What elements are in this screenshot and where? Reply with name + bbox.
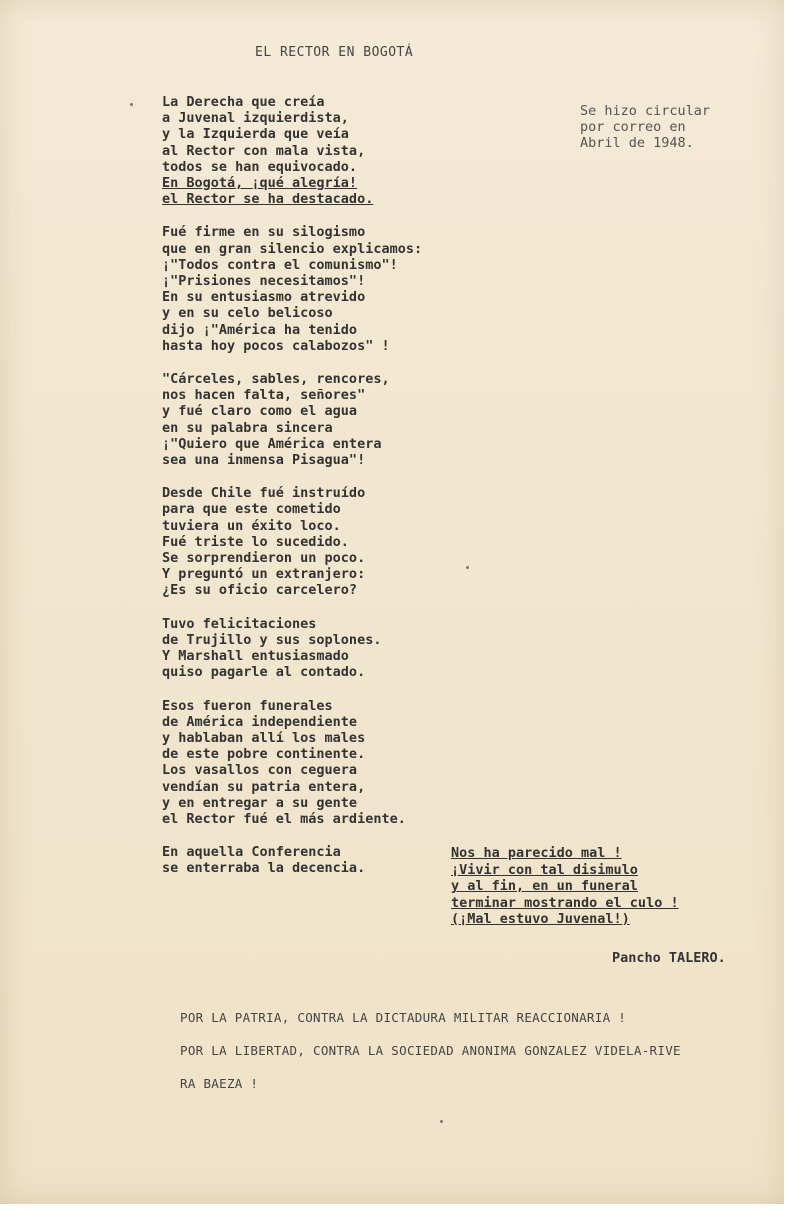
document-title: EL RECTOR EN BOGOTÁ <box>255 45 414 60</box>
poem-line: tuviera un éxito loco. <box>162 517 341 534</box>
page-edge <box>784 0 800 1212</box>
stanza-5 <box>162 616 422 681</box>
poem-line: ¿Es su oficio carcelero? <box>162 582 358 599</box>
poem-line: de Trujillo y sus soplones. <box>162 631 382 648</box>
coda-line: (¡Mal estuvo Juvenal!) <box>451 911 630 927</box>
coda-line: ¡Vivir con tal disimulo <box>451 861 638 878</box>
poem-line: y en su celo belicoso <box>162 305 333 322</box>
poem-line: quiso pagarle al contado. <box>162 664 366 681</box>
poem-line: ¡"Todos contra el comunismo"! <box>162 256 398 273</box>
side-note-line: Se hizo circular <box>580 103 711 119</box>
poem-line: el Rector fué el más ardiente. <box>162 810 406 827</box>
stanza-3 <box>162 371 422 468</box>
poem-line-underlined: En Bogotá, ¡qué alegría! <box>162 175 358 192</box>
slogan-line: RA BAEZA ! <box>180 1076 259 1091</box>
stanza-1 <box>162 94 422 207</box>
poem-line: Tuvo felicitaciones <box>162 615 317 632</box>
poem-line: "Cárceles, sables, rencores, <box>162 371 390 388</box>
poem-line: y la Izquierda que veía <box>162 126 349 143</box>
stanza-7 <box>162 844 422 876</box>
poem-line: ¡"Prisiones necesitamos"! <box>162 273 366 290</box>
paper-speck <box>440 1120 443 1123</box>
poem-line: a Juvenal izquierdista, <box>162 110 349 127</box>
poem-line: La Derecha que creía <box>162 94 325 110</box>
stanza-2 <box>162 224 422 354</box>
poem-line: de este pobre continente. <box>162 746 366 763</box>
slogans <box>180 1001 681 1100</box>
poem-line: Fué firme en su silogismo <box>162 224 366 241</box>
coda-line: terminar mostrando el culo ! <box>451 894 679 911</box>
poem-line: al Rector con mala vista, <box>162 142 366 159</box>
paper-speck <box>466 566 469 569</box>
poem-line: y hablaban allí los males <box>162 729 366 746</box>
poem-line: dijo ¡"América ha tenido <box>162 321 358 338</box>
poem-line: Fué triste lo sucedido. <box>162 533 349 550</box>
side-note-line: Abril de 1948. <box>580 135 694 151</box>
poem-line-underlined: el Rector se ha destacado. <box>162 191 374 208</box>
poem-line: En aquella Conferencia <box>162 844 341 861</box>
side-note <box>580 103 710 151</box>
poem-line: todos se han equivocado. <box>162 158 358 175</box>
coda-line: y al fin, en un funeral <box>451 878 638 894</box>
poem-line: vendían su patria entera, <box>162 778 366 795</box>
poem-line: Y preguntó un extranjero: <box>162 566 366 583</box>
slogan-line: POR LA PATRIA, CONTRA LA DICTADURA MILITAR REACCIONARIA ! <box>180 1010 627 1025</box>
poem-line: para que este cometido <box>162 501 341 518</box>
poem-line: y en entregar a su gente <box>162 794 358 811</box>
paper-speck <box>130 103 133 106</box>
slogan-line: POR LA LIBERTAD, CONTRA LA SOCIEDAD ANONIMA GONZALEZ VIDELA-RIVE <box>180 1043 681 1058</box>
poem-line: en su palabra sincera <box>162 419 333 436</box>
signature: Pancho TALERO. <box>612 950 726 966</box>
poem-line: hasta hoy pocos calabozos" ! <box>162 337 390 354</box>
poem-line: de América independiente <box>162 713 358 730</box>
coda-line: Nos ha parecido mal ! <box>451 845 622 861</box>
coda-verse <box>451 845 679 928</box>
poem-line: ¡"Quiero que América entera <box>162 435 382 452</box>
poem-line: Y Marshall entusiasmado <box>162 648 349 665</box>
poem-line: Desde Chile fué instruído <box>162 485 366 502</box>
side-note-line: por correo en <box>580 119 686 135</box>
poem-line: Se sorprendieron un poco. <box>162 550 366 567</box>
poem-line: Esos fueron funerales <box>162 697 333 714</box>
poem-line: que en gran silencio explicamos: <box>162 240 423 257</box>
poem-line: nos hacen falta, señores" <box>162 387 366 404</box>
poem-line: y fué claro como el agua <box>162 403 358 420</box>
poem-line: sea una inmensa Pisagua"! <box>162 452 366 469</box>
stanza-4 <box>162 485 422 598</box>
poem-body <box>162 94 422 894</box>
poem-line: En su entusiasmo atrevido <box>162 289 366 306</box>
poem-line: se enterraba la decencia. <box>162 860 366 877</box>
stanza-6 <box>162 698 422 828</box>
poem-line: Los vasallos con ceguera <box>162 762 358 779</box>
